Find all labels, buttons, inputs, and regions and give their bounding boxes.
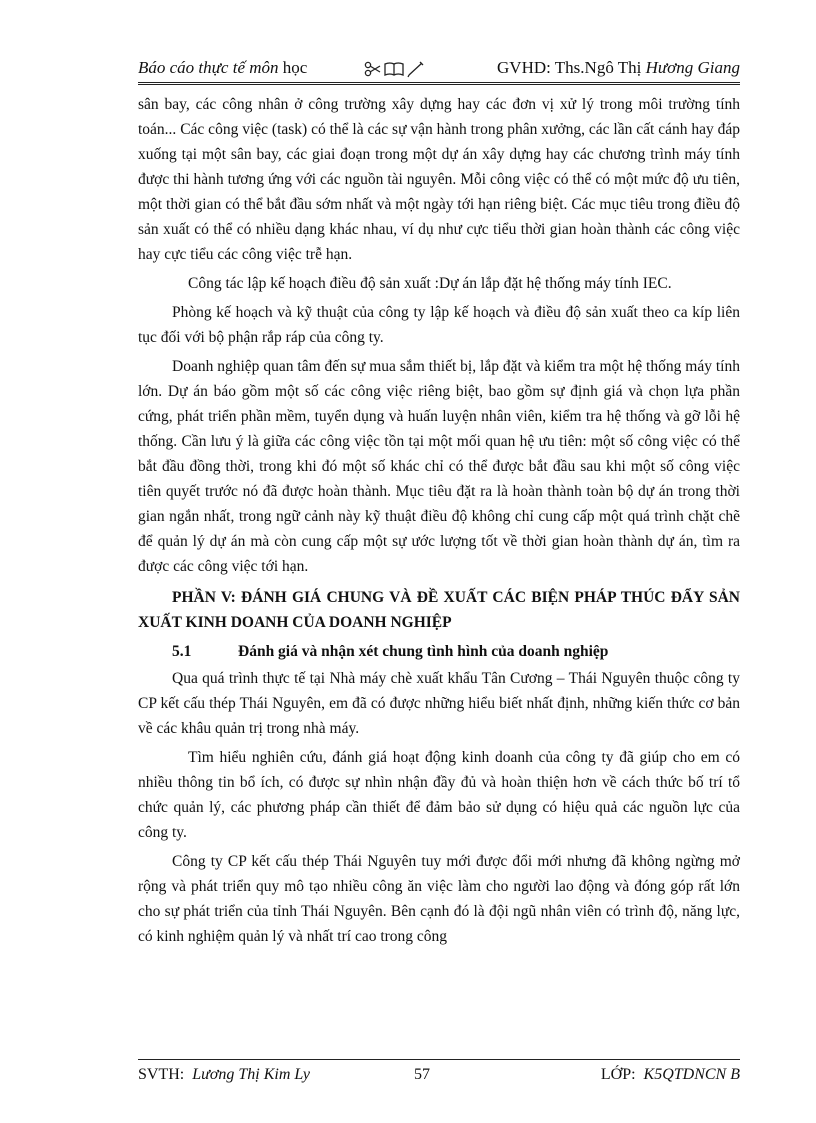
paragraph: Công ty CP kết cấu thép Thái Nguyên tuy mới được đổi mới nhưng đã không ngừng mở rộng và phát triển quy mô tạo nhiều công ăn việc làm cho người lao động và đóng góp rất lớn cho sự phát triển của tỉnh Thái Nguyên. Bên cạnh đó là đội ngũ nhân viên có trình độ, năng lực, có kinh nghiệm quản lý và nhất trí cao trong công — [138, 853, 740, 945]
report-title: Báo cáo thực tế môn học — [138, 58, 308, 77]
advisor: GVHD: Ths.Ngô Thị Hương Giang — [497, 58, 740, 77]
paragraph: sân bay, các công nhân ở công trường xây dựng hay các đơn vị xử lý trong môi trường tính toán... Các công việc (task) có thể là các sự vận hành trong phân xưởng, các lần cất cánh hay đáp xuống tại một sân bay, các giai đoạn trong một dự án xây dựng hay các chương trình máy tính được thi hành tương ứng với các nguồn tài nguyên. Mỗi công việc có thể có một mức độ ưu tiên, một thời gian có thể bắt đầu sớm nhất và một ngày tới hạn riêng biệt. Các mục tiêu trong điều độ sản xuất có thể có nhiều dạng khác nhau, ví dụ như cực tiểu thời gian hoàn thành các công việc hay cực tiểu các công việc trễ hạn. — [138, 96, 740, 263]
paragraph: Phòng kế hoạch và kỹ thuật của công ty lập kế hoạch và điều độ sản xuất theo ca kíp liên tục đối với bộ phận rắp ráp của công ty. — [138, 304, 740, 346]
paragraph: Doanh nghiệp quan tâm đến sự mua sắm thiết bị, lắp đặt và kiểm tra một hệ thống máy tính lớn. Dự án báo gồm một số các công việc riêng biệt, bao gồm sự định giá và chọn lựa phần cứng, phát triển phần mềm, tuyển dụng và huấn luyện nhân viên, kiểm tra hệ thống và gỡ lỗi hệ thống. Cần lưu ý là giữa các công việc tồn tại một mối quan hệ ưu tiên: một số công việc có thể bắt đầu đồng thời, trong khi đó một số khác chỉ có thể được bắt đầu sau khi một số công việc tiên quyết trước nó đã được hoàn thành. Mục tiêu đặt ra là hoàn thành toàn bộ dự án trong thời gian ngắn nhất, trong ngữ cảnh này kỹ thuật điều độ không chỉ cung cấp một quá trình chặt chẽ để quản lý dự án mà còn cung cấp một sự ước lượng tốt về thời gian hoàn thành dự án, tìm ra được các công việc tới hạn. — [138, 358, 740, 575]
ornament-icon — [364, 58, 426, 78]
section-heading: PHẦN V: ĐÁNH GIÁ CHUNG VÀ ĐỀ XUẤT CÁC BIỆN PHÁP THÚC ĐẨY SẢN XUẤT KINH DOANH CỦA DOANH NGHIỆP — [138, 589, 740, 631]
page-footer — [138, 1059, 740, 1088]
subsection-title: Đánh giá và nhận xét chung tình hình của doanh nghiệp — [238, 643, 609, 660]
student: SVTH: Lương Thị Kim Ly — [138, 1066, 310, 1083]
scissors-book-pen-icon — [364, 60, 426, 78]
paragraph: Qua quá trình thực tế tại Nhà máy chè xuất khẩu Tân Cương – Thái Nguyên thuộc công ty CP kết cấu thép Thái Nguyên, em đã có được những hiểu biết nhất định, những kiến thức cơ bản về các khâu quản trị trong nhà máy. — [138, 670, 740, 737]
page-header — [138, 56, 740, 85]
subsection-number: 5.1 — [172, 643, 192, 660]
page-body — [138, 92, 740, 953]
class-info: LỚP: K5QTDNCN B — [600, 1066, 740, 1083]
subsection-heading — [138, 639, 740, 664]
page-number: 57 — [414, 1066, 430, 1083]
paragraph: Tìm hiểu nghiên cứu, đánh giá hoạt động kinh doanh của công ty đã giúp cho em có nhiều thông tin bổ ích, có được sự nhìn nhận đầy đủ và hoàn thiện hơn về cách thức bố trí tổ chức quản lý, các phương pháp cần thiết để đảm bảo sử dụng có hiệu quả các nguồn lực của công ty. — [138, 749, 740, 841]
paragraph: Công tác lập kế hoạch điều độ sản xuất :Dự án lắp đặt hệ thống máy tính IEC. — [188, 275, 672, 292]
